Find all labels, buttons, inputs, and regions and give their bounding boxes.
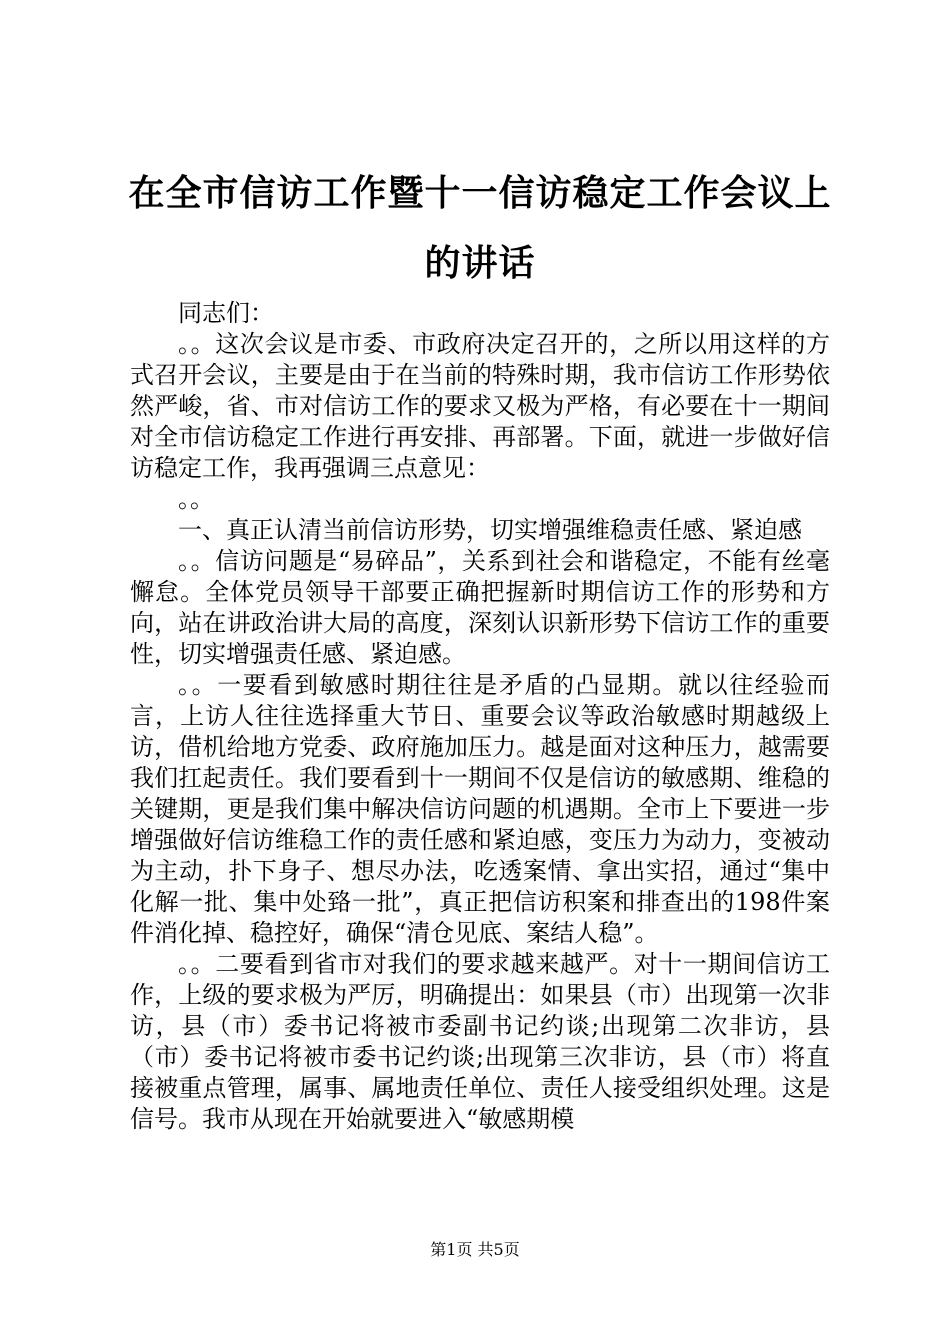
document-title: 在全市信访工作暨十一信访稳定工作会议上的讲话 <box>128 172 832 284</box>
body-paragraph: 。。一要看到敏感时期往往是矛盾的凸显期。就以往经验而言，上访人往往选择重大节日、重要会议等政治敏感时期越级上访，借机给地方党委、政府施加压力。越是面对这种压力，越需要我们扛起责任。我们要看到十一期间不仅是信访的敏感期、维稳的关键期，更是我们集中解决信访问题的机遇期。全市上下要进一步增强做好信访维稳工作的责任感和紧迫感，变压力为动力，变被动为主动，扑下身子、想尽办法，吃透案情、拿出实招，通过“集中化解一批、集中处臵一批”，真正把信访积案和排查出的198件案件消化掉、稳控好，确保“清仓见底、案结人稳”。 <box>130 671 830 947</box>
salutation-paragraph: 同志们： <box>178 299 274 327</box>
section-heading: 一、真正认清当前信访形势，切实增强维稳责任感、紧迫感 <box>178 516 802 544</box>
body-paragraph: 。。二要看到省市对我们的要求越来越严。对十一期间信访工作，上级的要求极为严厉，明确提出：如果县（市）出现第一次非访，县（市）委书记将被市委副书记约谈;出现第二次非访，县（市）委书记将被市委书记约谈;出现第三次非访，县（市）将直接被重点管理，属事、属地责任单位、责任人接受组织处理。这是信号。我市从现在开始就要进入“敏感期模 <box>130 950 830 1133</box>
body-paragraph: 。。 <box>178 485 214 513</box>
document-body <box>130 298 830 1135</box>
page-footer: 第1页 共5页 <box>430 1240 520 1259</box>
body-paragraph: 。。这次会议是市委、市政府决定召开的，之所以用这样的方式召开会议，主要是由于在当前的特殊时期，我市信访工作形势依然严峻，省、市对信访工作的要求又极为严格，有必要在十一期间对全市信访稳定工作进行再安排、再部署。下面，就进一步做好信访稳定工作，我再强调三点意见： <box>130 330 830 482</box>
body-paragraph: 。。信访问题是“易碎品”，关系到社会和谐稳定，不能有丝毫懈怠。全体党员领导干部要正确把握新时期信访工作的形势和方向，站在讲政治讲大局的高度，深刻认识新形势下信访工作的重要性，切实增强责任感、紧迫感。 <box>130 547 830 668</box>
